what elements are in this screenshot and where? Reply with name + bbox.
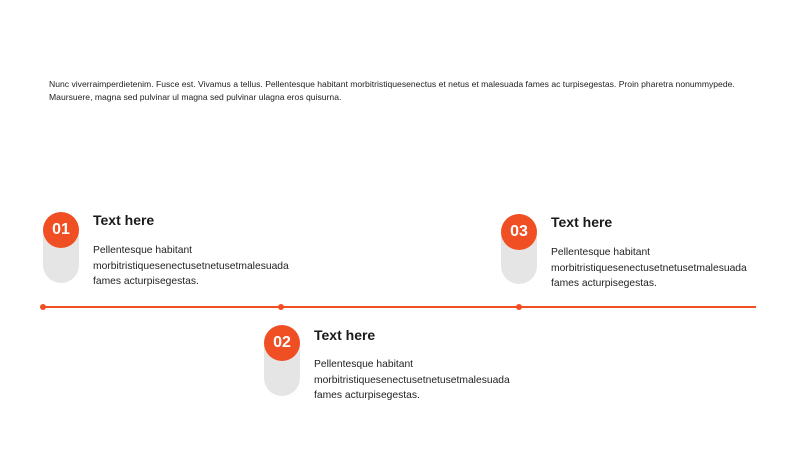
timeline-dot-step-2 <box>278 304 284 310</box>
timeline-dot-start <box>40 304 46 310</box>
step-2-description: Pellentesque habitant morbitristiquesenectusetnetusetmalesuada fames acturpisegestas. <box>314 359 510 401</box>
intro-line-2: Maursuere, magna sed pulvinar ul magna sed pulvinar ulagna eros quisurna. <box>49 92 342 102</box>
timeline-dot-step-3 <box>516 304 522 310</box>
step-1-title: Text here <box>93 212 155 228</box>
step-3-description: Pellentesque habitant morbitristiquesenectusetnetusetmalesuada fames acturpisegestas. <box>551 247 747 289</box>
intro-line-1: Nunc viverraimperdietenim. Fusce est. Vivamus a tellus. Pellentesque habitant morbitristiquesenectus et netus et malesuada fames ac turpisegestas. Proin pharetra nonummypede. <box>49 79 735 89</box>
step-1-description: Pellentesque habitant morbitristiquesenectusetnetusetmalesuada fames acturpisegestas. <box>93 245 289 287</box>
step-2-title: Text here <box>314 327 376 343</box>
timeline-line <box>43 306 756 308</box>
intro-paragraph <box>49 78 764 104</box>
step-2-number-badge: 02 <box>264 325 300 361</box>
step-1-number-badge: 01 <box>43 212 79 248</box>
step-3-number-badge: 03 <box>501 214 537 250</box>
step-3-title: Text here <box>551 214 613 230</box>
